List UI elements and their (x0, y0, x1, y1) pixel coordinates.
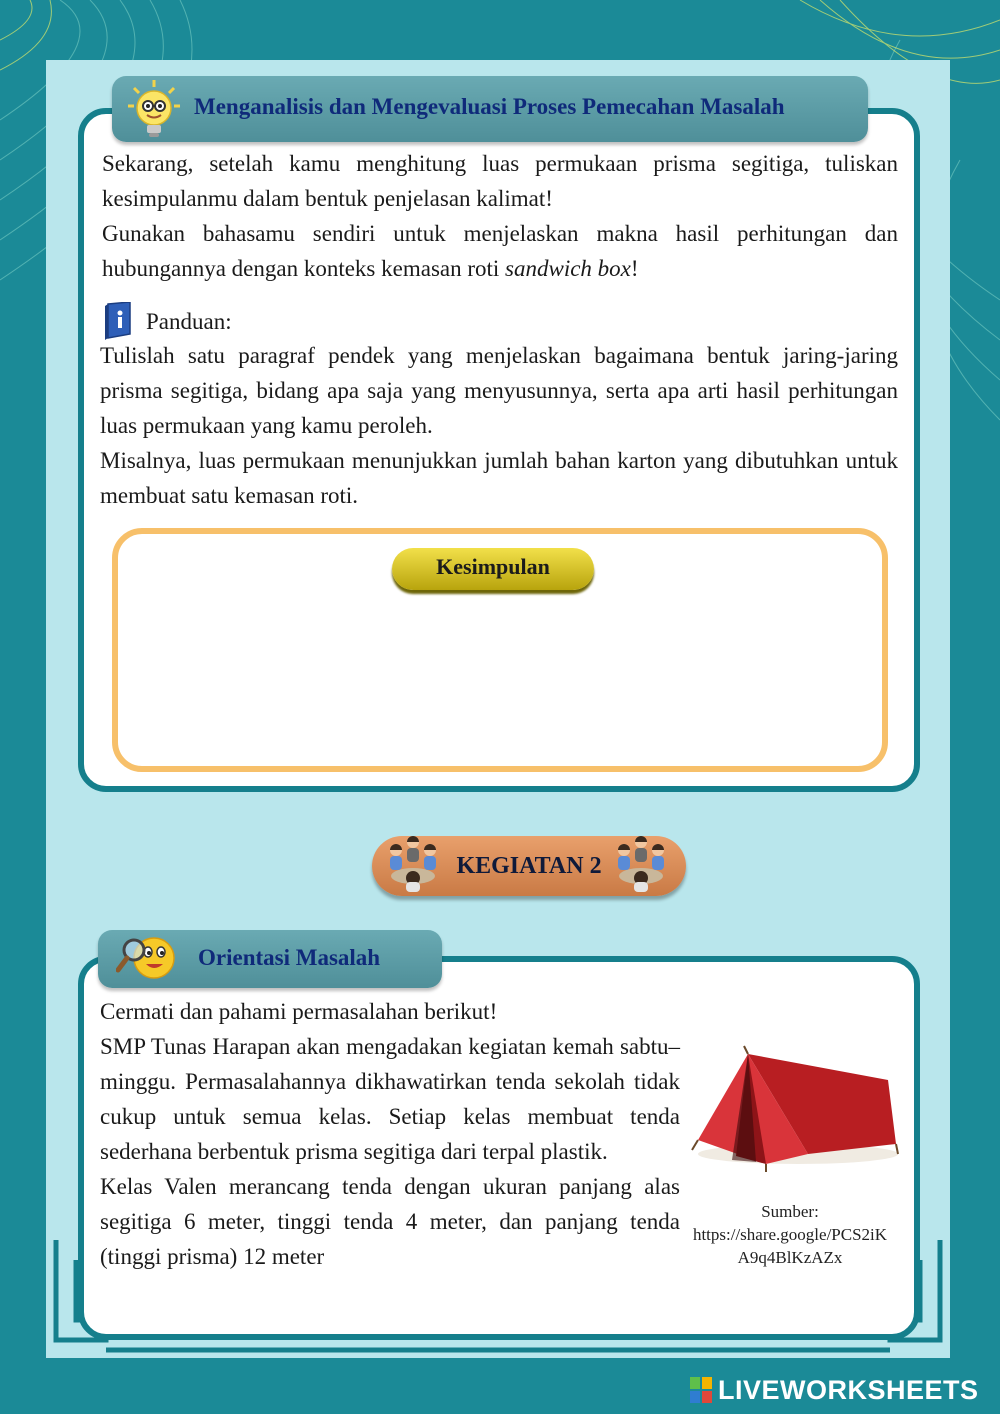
lightbulb-icon (126, 80, 182, 140)
activity-label: KEGIATAN 2 (456, 853, 602, 879)
instruction-text-2-end: ! (630, 256, 639, 281)
source-url-line1: https://share.google/PCS2iK (692, 1225, 888, 1244)
liveworksheets-logo-icon (690, 1377, 712, 1403)
problem-text-2: Kelas Valen merancang tenda dengan ukuran panjang alas segitiga 6 meter, tinggi tenda 4 meter, dan panjang tenda (tinggi prisma) 12 meter (100, 1174, 680, 1269)
magnifier-smiley-icon (116, 928, 180, 988)
footer-logo (690, 1372, 979, 1408)
orientation-title: Orientasi Masalah (198, 945, 381, 970)
problem-paragraph (100, 994, 680, 1274)
sandwich-box-term: sandwich box (505, 256, 631, 281)
source-url-line2: A9q4BlKzAZx (737, 1248, 843, 1267)
conclusion-input[interactable] (148, 600, 856, 754)
orientation-section-header (98, 930, 442, 988)
analysis-section-header (112, 76, 868, 142)
guide-text-1: Tulislah satu paragraf pendek yang menjelaskan bagaimana bentuk jaring-jaring prisma segitiga, bidang apa saja yang menyusunnya, serta apa arti hasil perhitungan luas permukaan yang kamu peroleh. (100, 343, 898, 438)
guide-label: Panduan: (146, 309, 232, 334)
guide-text-2: Misalnya, luas permukaan menunjukkan jumlah bahan karton yang dibutuhkan untuk membuat satu kemasan roti. (100, 448, 898, 508)
image-source (684, 1200, 896, 1269)
problem-intro: Cermati dan pahami permasalahan berikut! (100, 999, 498, 1024)
problem-text-1: SMP Tunas Harapan akan mengadakan kegiatan kemah sabtu–minggu. Permasalahannya dikhawatirkan tenda sekolah tidak cukup untuk semua kelas. Setiap kelas membuat tenda sederhana berbentuk prisma segitiga dari terpal plastik. (100, 1034, 680, 1164)
source-label: Sumber: (761, 1202, 819, 1221)
instruction-paragraph (102, 146, 898, 286)
group-discussion-icon-right (610, 832, 672, 894)
tent-image (688, 1044, 900, 1174)
analysis-title: Menganalisis dan Mengevaluasi Proses Pemecahan Masalah (194, 94, 785, 119)
conclusion-label: Kesimpulan (392, 548, 594, 590)
guide-paragraph (100, 338, 898, 513)
instruction-text-1: Sekarang, setelah kamu menghitung luas permukaan prisma segitiga, tuliskan kesimpulanmu dalam bentuk penjelasan kalimat! (102, 151, 898, 211)
instruction-text-2a: Gunakan bahasamu sendiri untuk menjelaskan makna hasil perhitungan dan hubungannya dengan konteks kemasan roti (102, 221, 898, 281)
activity-badge (372, 836, 686, 896)
footer-brand: LIVEWORKSHEETS (718, 1374, 979, 1405)
info-book-icon (102, 302, 134, 340)
instruction-text-2 (102, 216, 898, 286)
